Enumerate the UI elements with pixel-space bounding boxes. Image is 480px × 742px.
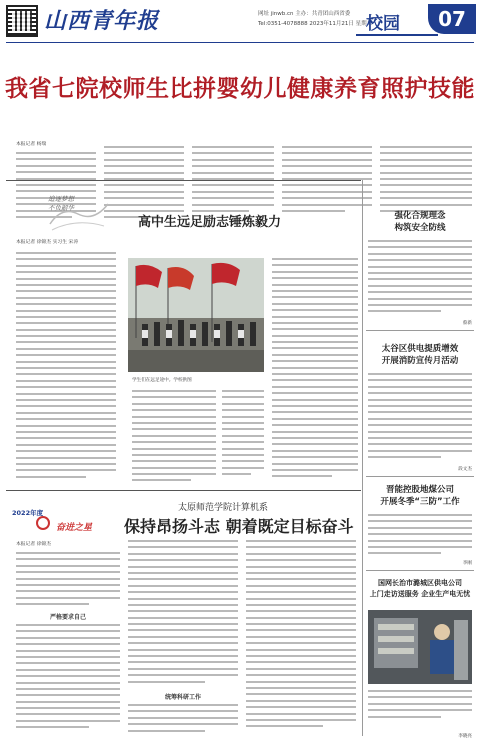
sports-body-col4 [272, 258, 358, 486]
right-story2-body [368, 373, 472, 463]
right-column-divider [362, 180, 363, 736]
right-story3-title-line1: 晋能控股地煤公司 [385, 485, 454, 495]
feature-subhead-1: 严格要求自己 [49, 614, 86, 621]
lead-body-col4 [282, 146, 372, 226]
right-story1-body [368, 240, 472, 316]
right-story2-author: 段文杰 [458, 467, 472, 472]
right-story2-title [368, 343, 472, 367]
section-underline [356, 34, 438, 36]
right-story3-body [368, 514, 472, 558]
masthead [0, 0, 480, 44]
right-story3-title [368, 484, 472, 508]
right-story4-title [366, 578, 474, 600]
feature-banner [6, 496, 356, 536]
feature-body-col2b [128, 704, 238, 736]
newspaper-logo: 山西青年报 [44, 8, 160, 34]
feature-tag: 奋进之星 [56, 523, 93, 533]
feature-kicker: 太原师范学院计算机系 [178, 503, 269, 513]
feature-headline: 保持昂扬斗志 朝着既定目标奋斗 [124, 517, 354, 536]
right-story2-title-line1: 太谷区供电提质增效 [381, 344, 459, 354]
masthead-info-line1: 网址 jinwb.cn 主办：共青团山西省委 [258, 11, 351, 17]
feature-body-col2a [128, 540, 238, 690]
section-name: 校园 [366, 14, 400, 34]
lead-headline: 我省七院校师生比拼婴幼儿健康养育照护技能 [5, 76, 475, 102]
sports-photo-image [128, 258, 264, 372]
qr-code-icon [6, 5, 38, 37]
right-story4-title-line2: 上门走访送服务 企业生产电无忧 [369, 590, 471, 598]
right-story4-photo [368, 610, 472, 684]
sports-body-col1 [16, 252, 116, 486]
slogan-line2: 不负韶华 [48, 204, 74, 212]
feature-emblem-icon [36, 516, 50, 530]
right-story4-title-line1: 国网长治市潞城区供电公司 [378, 579, 462, 587]
right-story3-title-line2: 开展冬季“三防”工作 [380, 497, 460, 507]
right-story3-author: 李刚 [462, 561, 472, 566]
right-story1-title-line2: 构筑安全防线 [394, 223, 446, 233]
sports-byline: 本报记者 徐锦杰 实习生 宋涛 [16, 240, 79, 245]
right-story4-author: 李晓亮 [458, 734, 472, 739]
feature-year-tag: 2022年度 [12, 509, 44, 517]
sports-slogan [48, 195, 74, 213]
sports-headline: 高中生远足励志锤炼毅力 [138, 215, 282, 230]
page-number: 07 [428, 4, 476, 34]
right-story1-author: 蔡新 [462, 321, 472, 326]
lead-byline: 本报记者 杨瑞 [16, 142, 47, 147]
sports-photo [128, 258, 264, 372]
feature-body-col1a [16, 552, 120, 608]
feature-body-col1b [16, 624, 120, 736]
right-story2-title-line2: 开展消防宣传月活动 [381, 356, 459, 366]
feature-body-col3 [246, 540, 356, 736]
lead-bottom-rule [6, 180, 361, 181]
sports-photo-caption: 学生们在远足途中。学校供图 [132, 378, 192, 383]
slogan-line1: 追逐梦想 [48, 195, 74, 203]
right-rule-3 [366, 570, 474, 571]
masthead-rule [6, 42, 474, 43]
right-story1-title [368, 210, 472, 234]
right-story4-body [368, 690, 472, 732]
right-story1-title-line1: 强化合规理念 [394, 211, 446, 221]
right-rule-1 [366, 330, 474, 331]
sports-body-col3 [222, 390, 264, 486]
feature-subhead-2: 统筹科研工作 [164, 694, 201, 701]
right-story4-photo-image [368, 610, 472, 684]
sports-body-col2 [132, 390, 216, 486]
masthead-date-line: Tel:0351-4078888 2023年11月21日 星期二 [258, 21, 373, 27]
feature-byline: 本报记者 徐锦杰 [16, 542, 52, 547]
right-rule-2 [366, 476, 474, 477]
sports-bottom-rule [6, 490, 361, 491]
